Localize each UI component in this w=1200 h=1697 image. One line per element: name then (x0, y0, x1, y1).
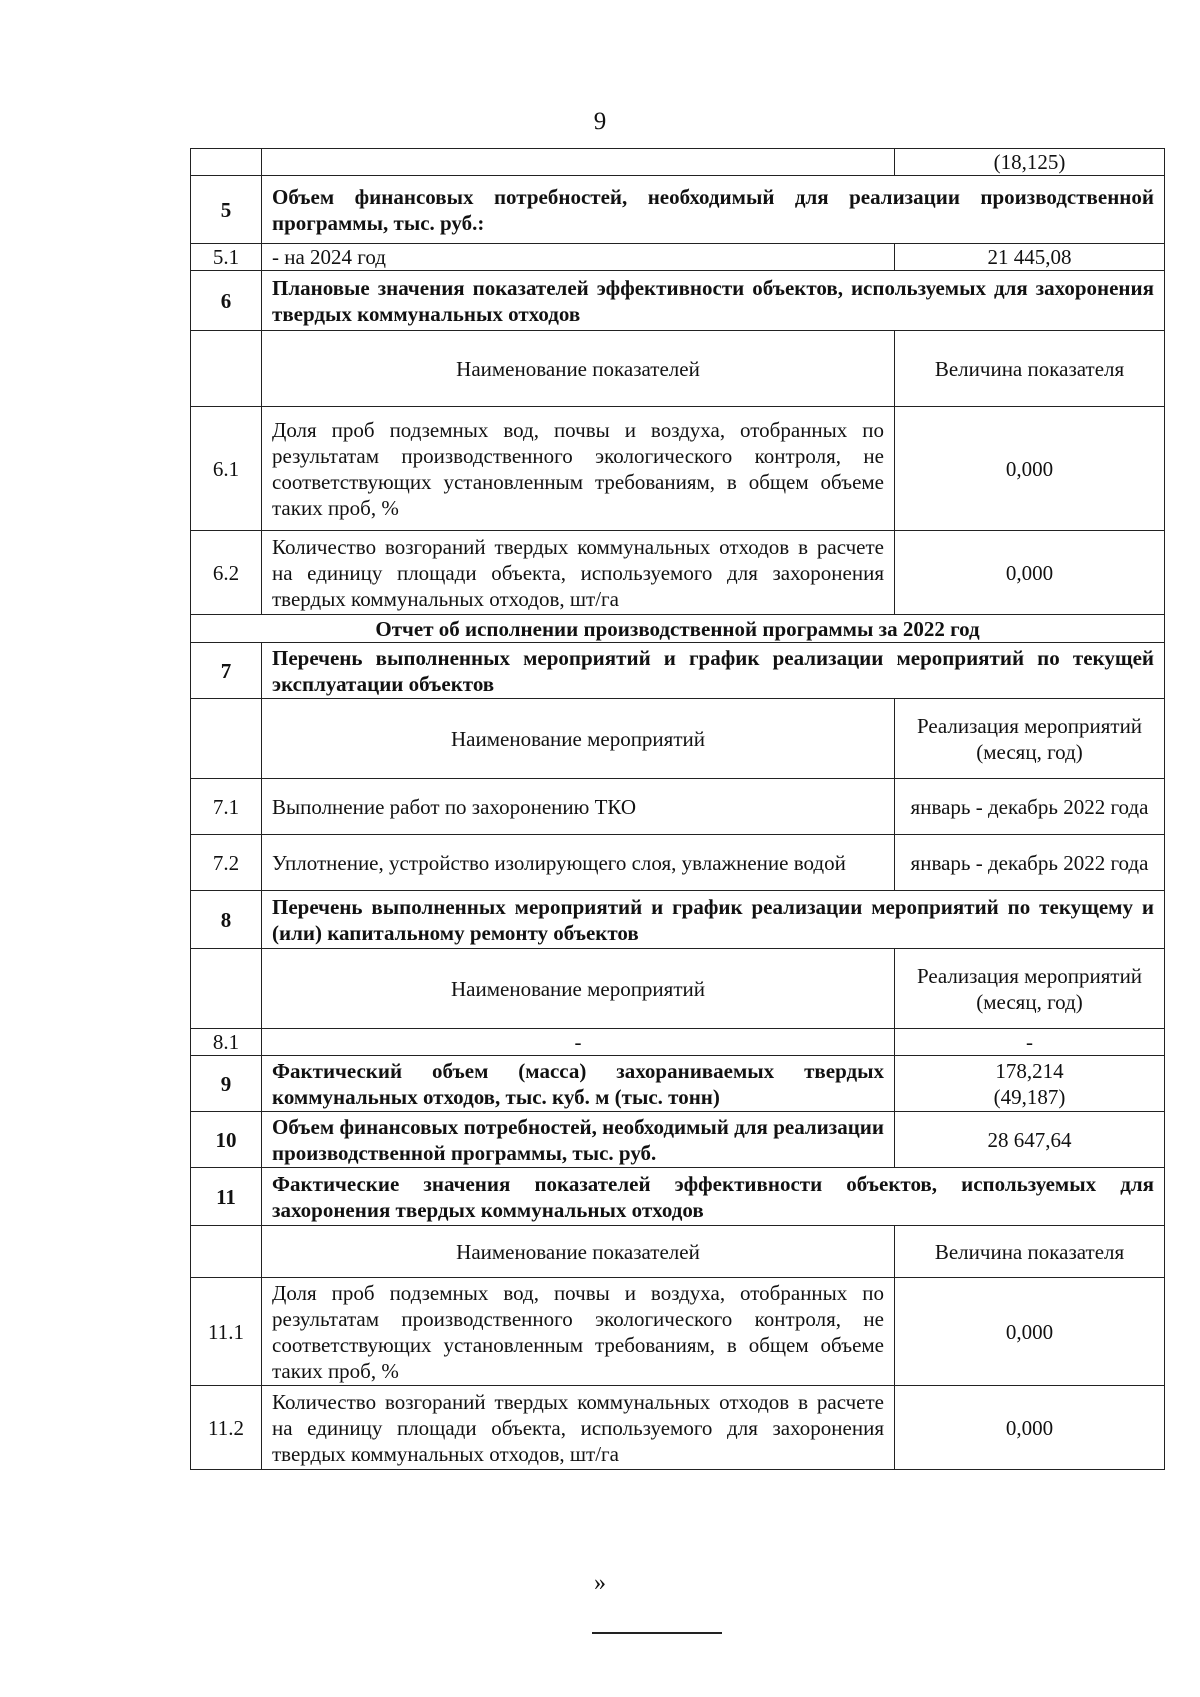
column-header-value: Реализация мероприятий (месяц, год) (895, 699, 1165, 779)
page-number: 9 (593, 108, 607, 135)
row-value: (18,125) (895, 149, 1165, 176)
row-name: - (262, 1029, 895, 1056)
row-value (895, 1056, 1165, 1112)
table-row-7-2 (191, 835, 1165, 891)
row-number (191, 149, 262, 176)
table-section-report (191, 615, 1165, 643)
row-name: Количество возгораний твердых коммунальных отходов в расчете на единицу площади объекта, используемого для захоронения твердых коммунальных отходов, шт/га (262, 1386, 895, 1470)
table-row-6-1 (191, 407, 1165, 531)
column-header-value: Реализация мероприятий (месяц, год) (895, 949, 1165, 1029)
production-program-table (190, 148, 1165, 1470)
row-name: Количество возгораний твердых коммунальных отходов в расчете на единицу площади объекта, используемого для захоронения твердых коммунальных отходов, шт/га (262, 531, 895, 615)
table-row-7-1 (191, 779, 1165, 835)
row-number: 7.1 (191, 779, 262, 835)
row-number: 11.2 (191, 1386, 262, 1470)
row-number (191, 949, 262, 1029)
table-row-10 (191, 1112, 1165, 1168)
row-name: Доля проб подземных вод, почвы и воздуха, отобранных по результатам производственного экологического контроля, не соответствующих установленным требованиям, в общем объеме таких проб, % (262, 1278, 895, 1386)
row-value: 0,000 (895, 1278, 1165, 1386)
section-title: Отчет об исполнении производственной программы за 2022 год (191, 615, 1165, 643)
table-column-header-7 (191, 699, 1165, 779)
table-row-7 (191, 643, 1165, 699)
row-number: 11 (191, 1168, 262, 1226)
row-number: 8.1 (191, 1029, 262, 1056)
row-number: 5.1 (191, 244, 262, 271)
table-row-8-1 (191, 1029, 1165, 1056)
table-row-11-1 (191, 1278, 1165, 1386)
row-value-line: (49,187) (993, 1084, 1066, 1109)
closing-quote: » (594, 1570, 606, 1596)
row-number (191, 699, 262, 779)
row-value: 0,000 (895, 531, 1165, 615)
table-row-5 (191, 176, 1165, 244)
row-number: 11.1 (191, 1278, 262, 1386)
row-heading: Плановые значения показателей эффективности объектов, используемых для захоронения твердых коммунальных отходов (262, 271, 1165, 331)
row-value: январь - декабрь 2022 года (895, 779, 1165, 835)
row-value: 0,000 (895, 407, 1165, 531)
row-value: - (895, 1029, 1165, 1056)
row-number: 6 (191, 271, 262, 331)
row-heading: Перечень выполненных мероприятий и график реализации мероприятий по текущей эксплуатации объектов (262, 643, 1165, 699)
column-header-value: Величина показателя (895, 331, 1165, 407)
table-row-8 (191, 891, 1165, 949)
row-heading: Фактические значения показателей эффективности объектов, используемых для захоронения твердых коммунальных отходов (262, 1168, 1165, 1226)
row-name: - на 2024 год (262, 244, 895, 271)
row-value: январь - декабрь 2022 года (895, 835, 1165, 891)
row-heading: Перечень выполненных мероприятий и график реализации мероприятий по текущему и (или) капитальному ремонту объектов (262, 891, 1165, 949)
row-number: 6.1 (191, 407, 262, 531)
table-row-6-2 (191, 531, 1165, 615)
row-name: Уплотнение, устройство изолирующего слоя, увлажнение водой (262, 835, 895, 891)
row-number: 7 (191, 643, 262, 699)
table-row-5-1 (191, 244, 1165, 271)
column-header-name: Наименование показателей (262, 1226, 895, 1278)
row-value-line: 178,214 (995, 1058, 1064, 1083)
row-value: 28 647,64 (895, 1112, 1165, 1168)
table-row-11 (191, 1168, 1165, 1226)
row-name: Фактический объем (масса) захораниваемых твердых коммунальных отходов, тыс. куб. м (тыс. тонн) (262, 1056, 895, 1112)
row-number: 10 (191, 1112, 262, 1168)
row-heading: Объем финансовых потребностей, необходимый для реализации производственной программы, тыс. руб.: (262, 176, 1165, 244)
row-name (262, 149, 895, 176)
table-column-header-8 (191, 949, 1165, 1029)
table-column-header-6 (191, 331, 1165, 407)
table-row-continuation (191, 149, 1165, 176)
row-number (191, 331, 262, 407)
row-number: 7.2 (191, 835, 262, 891)
row-number: 5 (191, 176, 262, 244)
table-row-11-2 (191, 1386, 1165, 1470)
end-line (592, 1632, 722, 1634)
row-number: 6.2 (191, 531, 262, 615)
row-number: 9 (191, 1056, 262, 1112)
row-value: 0,000 (895, 1386, 1165, 1470)
row-number (191, 1226, 262, 1278)
column-header-name: Наименование мероприятий (262, 699, 895, 779)
row-name: Доля проб подземных вод, почвы и воздуха, отобранных по результатам производственного экологического контроля, не соответствующих установленным требованиям, в общем объеме таких проб, % (262, 407, 895, 531)
column-header-name: Наименование показателей (262, 331, 895, 407)
row-value: 21 445,08 (895, 244, 1165, 271)
table-column-header-11 (191, 1226, 1165, 1278)
column-header-name: Наименование мероприятий (262, 949, 895, 1029)
row-number: 8 (191, 891, 262, 949)
row-name: Выполнение работ по захоронению ТКО (262, 779, 895, 835)
table-row-6 (191, 271, 1165, 331)
column-header-value: Величина показателя (895, 1226, 1165, 1278)
row-name: Объем финансовых потребностей, необходимый для реализации производственной программы, тыс. руб. (262, 1112, 895, 1168)
table-row-9 (191, 1056, 1165, 1112)
